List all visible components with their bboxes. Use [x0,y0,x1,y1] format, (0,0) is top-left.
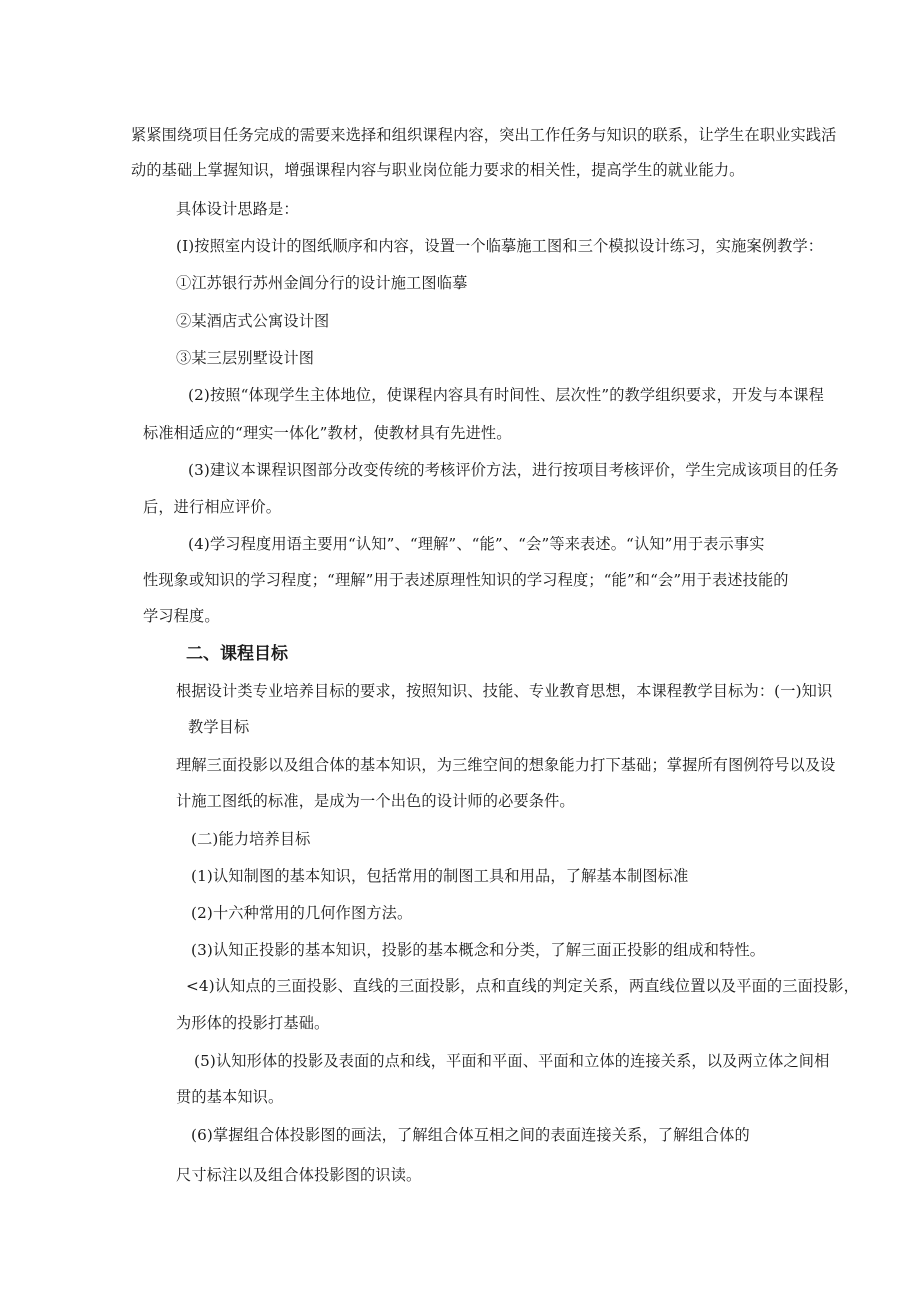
section-heading-course-goals: 二、课程目标 [186,644,288,664]
goals-intro-line-1: 根据设计类专业培养目标的要求，按照知识、技能、专业教育思想，本课程教学目标为：(一)知识 [176,682,833,700]
design-idea-item-2-line-2: 标准相适应的“理实一体化”教材，使教材具有先进性。 [143,424,512,442]
ability-item-2: (2)十六种常用的几何作图方法。 [191,904,413,922]
ability-goals-heading: (二)能力培养目标 [191,830,311,848]
ability-item-6-line-2: 尺寸标注以及组合体投影图的识读。 [176,1166,422,1184]
design-idea-item-4-line-3: 学习程度。 [143,607,220,625]
intro-line-1: 紧紧围绕项目任务完成的需要来选择和组织课程内容，突出工作任务与知识的联系，让学生在职业实践活 [131,126,837,144]
design-idea-item-2-line-1: (2)按照“体现学生主体地位，使课程内容具有时间性、层次性”的教学组织要求，开发与本课程 [188,386,824,404]
design-idea-item-3-line-2: 后，进行相应评价。 [143,498,282,516]
case-item-3: ③某三层别墅设计图 [176,349,315,367]
knowledge-goal-line-1: 理解三面投影以及组合体的基本知识，为三维空间的想象能力打下基础；掌握所有图例符号以及设 [176,756,836,774]
design-idea-item-4-line-2: 性现象或知识的学习程度；“理解”用于表述原理性知识的学习程度；“能”和“会”用于表述技能的 [143,571,789,589]
knowledge-goal-line-2: 计施工图纸的标准，是成为一个出色的设计师的必要条件。 [176,792,575,810]
ability-item-1: (1)认知制图的基本知识，包括常用的制图工具和用品，了解基本制图标准 [191,867,689,885]
design-idea-item-1: (I)按照室内设计的图纸顺序和内容，设置一个临摹施工图和三个模拟设计练习，实施案例教学： [176,237,824,255]
ability-item-5-line-1: (5)认知形体的投影及表面的点和线，平面和平面、平面和立体的连接关系，以及两立体之间相 [194,1052,830,1070]
intro-line-2: 动的基础上掌握知识，增强课程内容与职业岗位能力要求的相关性，提高学生的就业能力。 [131,161,745,179]
design-idea-item-4-line-1: (4)学习程度用语主要用“认知”、“理解”、“能”、“会”等来表述。“认知”用于表示事实 [188,535,765,553]
goals-intro-line-2: 教学目标 [188,718,250,736]
ability-item-5-line-2: 贯的基本知识。 [176,1088,284,1106]
ability-item-6-line-1: (6)掌握组合体投影图的画法，了解组合体互相之间的表面连接关系，了解组合体的 [191,1126,750,1144]
case-item-1: ①江苏银行苏州金阊分行的设计施工图临摹 [176,274,468,292]
ability-item-4-line-1: <4)认知点的三面投影、直线的三面投影，点和直线的判定关系，两直线位置以及平面的三面投影， [186,977,859,995]
design-ideas-lead: 具体设计思路是： [176,200,299,218]
case-item-2: ②某酒店式公寓设计图 [176,312,330,330]
ability-item-4-line-2: 为形体的投影打基础。 [176,1014,330,1032]
design-idea-item-3-line-1: (3)建议本课程识图部分改变传统的考核评价方法，进行按项目考核评价，学生完成该项目的任务 [188,461,839,479]
ability-item-3: (3)认知正投影的基本知识，投影的基本概念和分类，了解三面正投影的组成和特性。 [191,941,766,959]
